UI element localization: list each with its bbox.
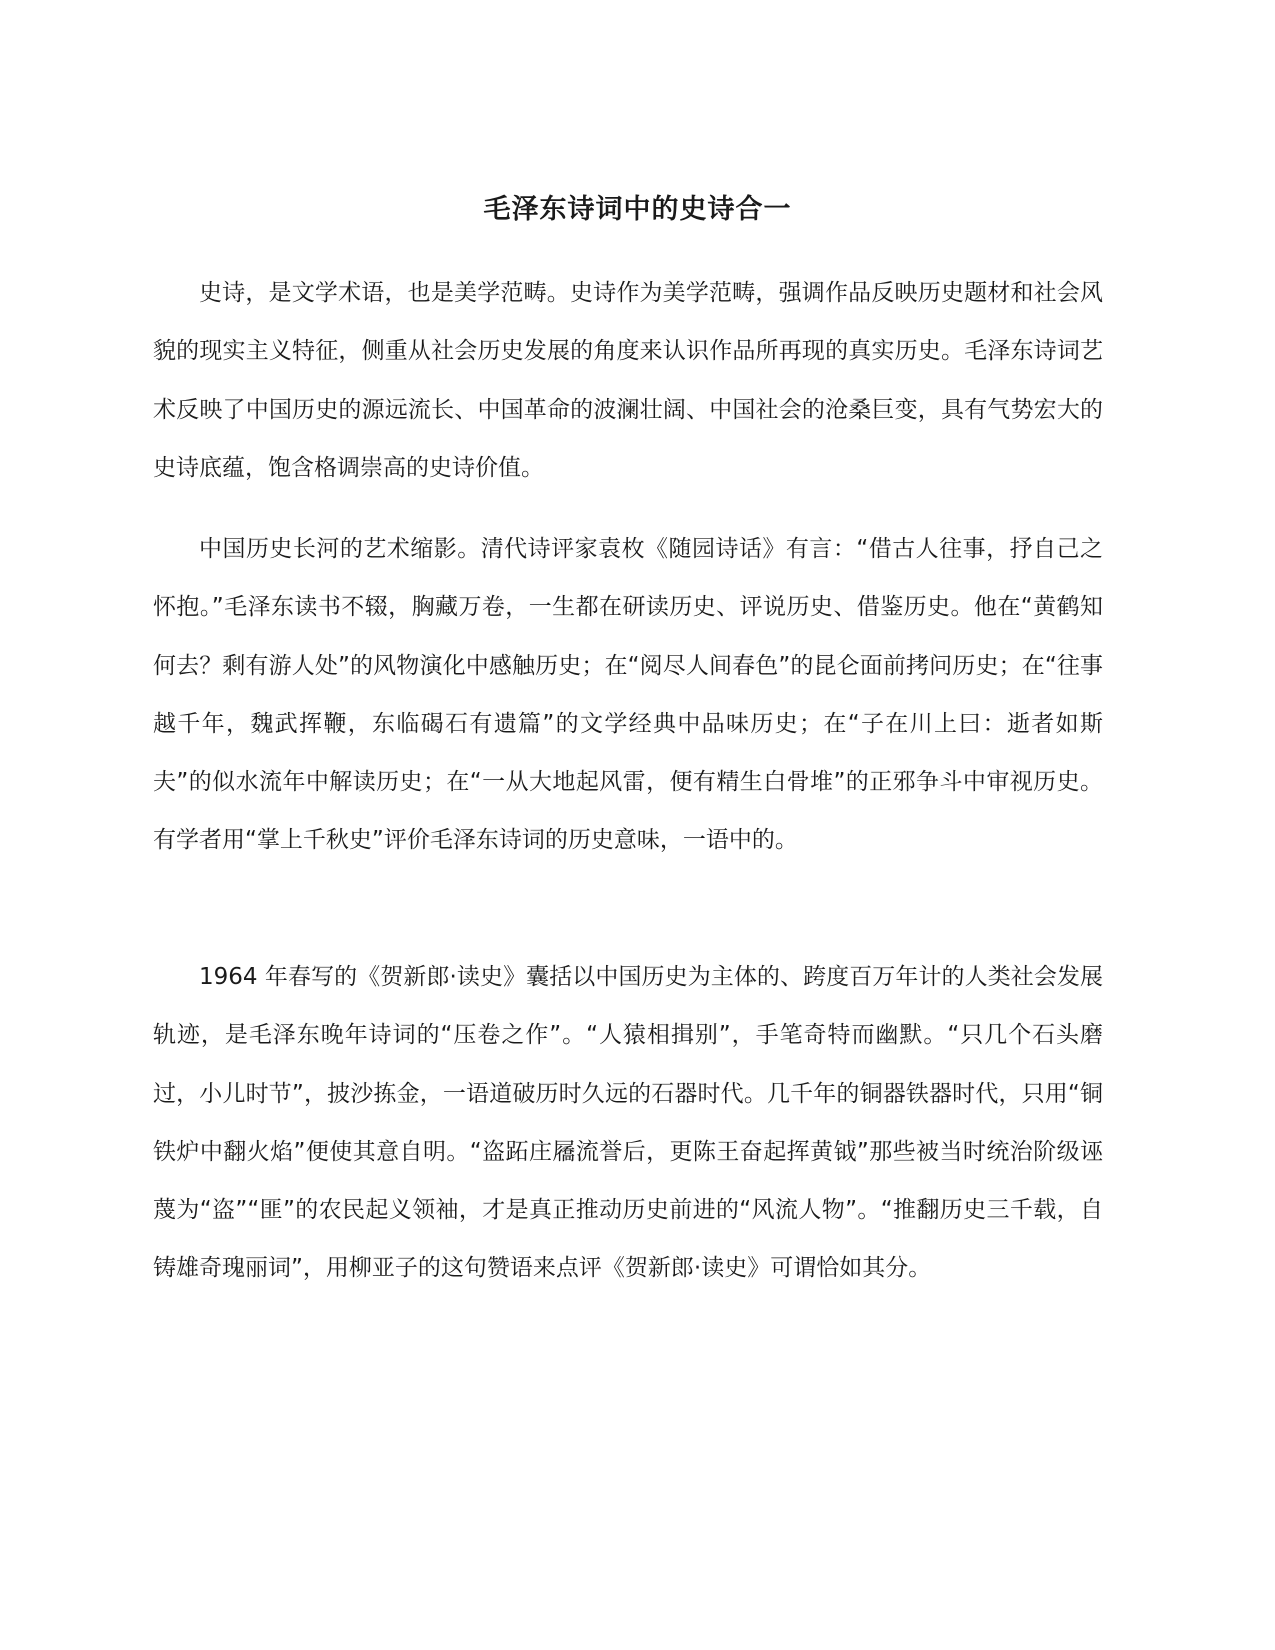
paragraph-history-miniature: 中国历史长河的艺术缩影。清代诗评家袁枚《随园诗话》有言：“借古人往事，抒自己之怀抱。”毛泽东读书不辍，胸藏万卷，一生都在研读历史、评说历史、借鉴历史。他在“黄鹤知何去？剩有游人处”的风物演化中感触历史；在“阅尽人间春色”的昆仑面前拷问历史；在“往事越千年，魏武挥鞭，东临碣石有遗篇”的文学经典中品味历史；在“子在川上曰：逝者如斯夫”的似水流年中解读历史；在“一从大地起风雷，便有精生白骨堆”的正邪争斗中审视历史。有学者用“掌上千秋史”评价毛泽东诗词的历史意味，一语中的。 <box>153 536 1103 854</box>
document-title: 毛泽东诗词中的史诗合一 <box>483 194 792 225</box>
paragraph-reading-history: 1964 年春写的《贺新郎·读史》囊括以中国历史为主体的、跨度百万年计的人类社会发展轨迹，是毛泽东晚年诗词的“压卷之作”。“人猿相揖别”，手笔奇特而幽默。“只几个石头磨过，小儿时节”，披沙拣金，一语道破历时久远的石器时代。几千年的铜器铁器时代，只用“铜铁炉中翻火焰”便使其意自明。“盗跖庄屩流誉后，更陈王奋起挥黄钺”那些被当时统治阶级诬蔑为“盗”“匪”的农民起义领袖，才是真正推动历史前进的“风流人物”。“推翻历史三千载，自铸雄奇瑰丽词”，用柳亚子的这句赞语来点评《贺新郎·读史》可谓恰如其分。 <box>153 964 1103 1282</box>
paragraph-intro: 史诗，是文学术语，也是美学范畴。史诗作为美学范畴，强调作品反映历史题材和社会风貌的现实主义特征，侧重从社会历史发展的角度来认识作品所再现的真实历史。毛泽东诗词艺术反映了中国历史的源远流长、中国革命的波澜壮阔、中国社会的沧桑巨变，具有气势宏大的史诗底蕴，饱含格调崇高的史诗价值。 <box>153 280 1103 481</box>
